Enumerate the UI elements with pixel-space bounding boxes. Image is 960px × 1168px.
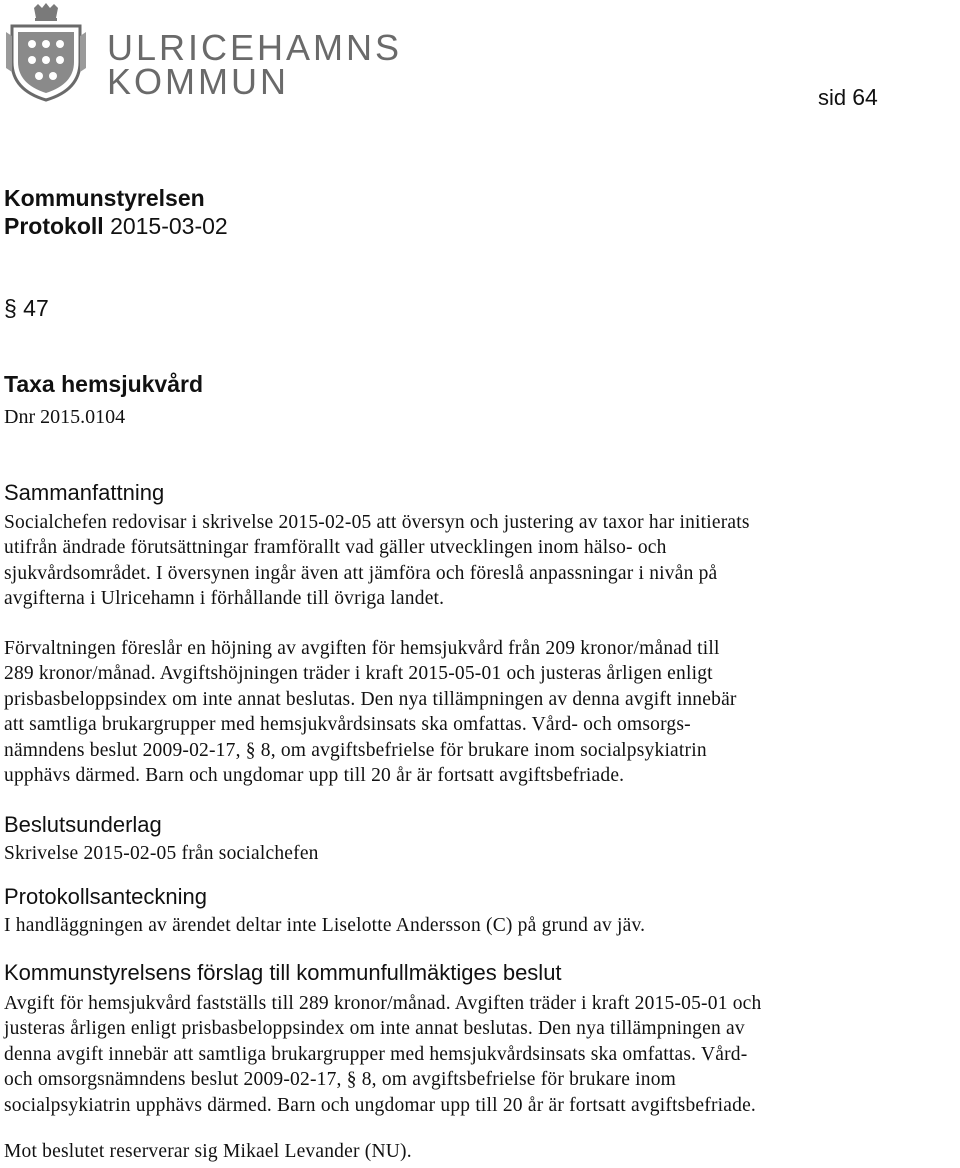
summary-heading: Sammanfattning: [4, 480, 165, 505]
protocol-label: Protokoll: [4, 213, 104, 239]
text-line: Mot beslutet reserverar sig Mikael Levander (NU).: [4, 1141, 412, 1162]
text-line: att samtliga brukargrupper med hemsjukvårdsinsats ska omfattas. Vård- och omsorgs-: [4, 714, 691, 736]
page-label: sid: [818, 85, 847, 110]
logo-text-line2: KOMMUN: [107, 61, 289, 102]
text-line: I handläggningen av ärendet deltar inte Liselotte Andersson (C) på grund av jäv.: [4, 915, 646, 936]
municipality-logo: [4, 2, 403, 102]
text-line: Skrivelse 2015-02-05 från socialchefen: [4, 843, 319, 864]
text-line: prisbasbeloppsindex om inte annat beslutas. Den nya tillämpningen av denna avgift innebär: [4, 688, 737, 710]
annotation-text: [4, 913, 959, 938]
text-line: Förvaltningen föreslår en höjning av avgiften för hemsjukvård från 209 kronor/månad till: [4, 638, 720, 659]
summary-paragraph-1: [4, 510, 959, 612]
proposal-text: [4, 991, 959, 1118]
text-line: Socialchefen redovisar i skrivelse 2015-02-05 att översyn och justering av taxor har initierats: [4, 512, 750, 533]
organ-heading: Kommunstyrelsen: [4, 185, 205, 211]
page-number-value: 64: [852, 84, 878, 110]
protocol-date: 2015-03-02: [110, 213, 228, 239]
annotation-heading: Protokollsanteckning: [4, 884, 208, 909]
text-line: justeras årligen enligt prisbasbeloppsindex om inte annat beslutas. Den nya tillämpningen av: [4, 1018, 745, 1040]
logo-text-line1: ULRICEHAMNS: [107, 27, 403, 68]
protocol-heading: [4, 213, 228, 240]
text-line: 289 kronor/månad. Avgiftshöjningen träder i kraft 2015-05-01 och justeras årligen enligt: [4, 663, 713, 685]
basis-heading: Beslutsunderlag: [4, 812, 162, 837]
diary-number: Dnr 2015.0104: [4, 406, 126, 428]
text-line: utifrån ändrade förutsättningar framförallt vad gäller utvecklingen inom hälso- och: [4, 537, 667, 559]
proposal-heading: Kommunstyrelsens förslag till kommunfullmäktiges beslut: [4, 960, 562, 985]
item-title: Taxa hemsjukvård: [4, 371, 204, 397]
basis-text: [4, 841, 959, 866]
text-line: Avgift för hemsjukvård fastställs till 289 kronor/månad. Avgiften träder i kraft 2015-05-01 och: [4, 993, 762, 1014]
text-line: sjukvårdsområdet. I översynen ingår även att jämföra och föreslå anpassningar i nivån på: [4, 562, 718, 584]
text-line: socialpsykiatrin upphävs därmed. Barn och ungdomar upp till 20 år är fortsatt avgiftsbefriade.: [4, 1094, 757, 1116]
page-number: [818, 84, 878, 111]
text-line: denna avgift innebär att samtliga brukargrupper med hemsjukvårdsinsats ska omfattas. Vård-: [4, 1043, 748, 1065]
text-line: upphävs därmed. Barn och ungdomar upp till 20 år är fortsatt avgiftsbefriade.: [4, 765, 625, 787]
paragraph-number: § 47: [4, 295, 49, 321]
coat-of-arms-icon: [4, 2, 88, 102]
text-line: nämndens beslut 2009-02-17, § 8, om avgiftsbefrielse för brukare inom socialpsykiatrin: [4, 739, 707, 761]
text-line: och omsorgsnämndens beslut 2009-02-17, § 8, om avgiftsbefrielse för brukare inom: [4, 1069, 677, 1091]
reservation-text: [4, 1139, 959, 1164]
summary-paragraph-2: [4, 636, 959, 788]
text-line: avgifterna i Ulricehamn i förhållande till övriga landet.: [4, 588, 445, 610]
